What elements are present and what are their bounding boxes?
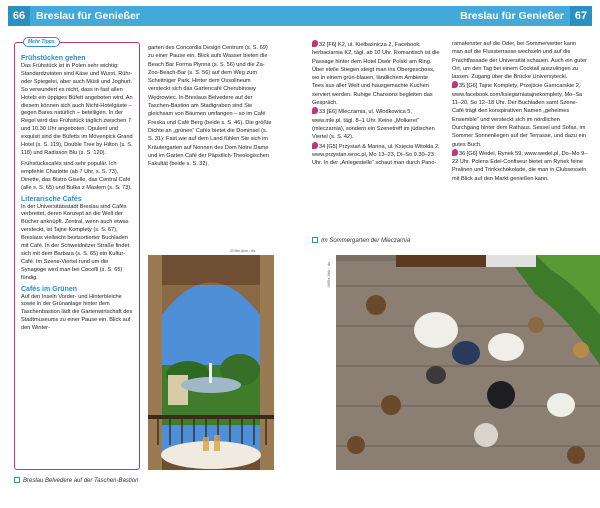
- photo-icon: [312, 237, 318, 243]
- section-heading: Frühstücken gehen: [21, 55, 86, 62]
- map-pin-icon: [312, 40, 318, 47]
- section-paragraph: Auf den Inseln Vorder- und Hinterbleiche sowie in der Grünanlage hinter dem Taschenbastion lädt die Gartenwirtschaft des Stadtmuseums zu einer Pause ein. Blick auf den Winter-: [21, 293, 133, 332]
- listing-entry: 33 [E6] Mleczarnia, ul. Włodkowica 5, www.mle.pl, tägl. 8–1 Uhr. Keine „Molkerei“ (mleczarnia), sondern ein Szenetreff im jüdischen Viertel (s. S. 42).: [312, 109, 435, 141]
- middle-column-text: garten des Concordia Design Centrum (s. S. 69) zu einer Pause ein. Blick aufs Wasser bieten die Beach Bar Forma Płynna (s. S. 56) und die Za-Zoo-Beach-Bar (s. S. 56) auf dem Weg zum Scheitniger Park. Hinter dem Ossolineum versteckt sich das Gartencafé Cherubinowy Wędrowiec. In Breslaus Belvedere auf der Taschen-Bastion am Stadtgraben sind Sie gleichsam von Bäumen umfangen – so im Café Freska und Café Berg (beide s. S. 46). Die größte Dichte an „grünen“ Cafés bietet die Dominsel (s. S. 31): Fast wie auf dem Land fühlen Sie sich im Kräutergarten auf Nonnen des Dom Notre Dame und im Garten Café der Päpstlich-Theologischen Fakultät (beide s. S. 32).: [148, 45, 272, 168]
- listing-entry: 35 [G6] Tajne Komplety, Przejście Garncarskie 2, www.facebook.com/ksiegarniatajnekomplety, Mo–Sa 11–20, So 12–18 Uhr. Der Buchladen samt Szene-Café trägt den konspirativen Namen „geheimes Ensemble“ und versteckt sich im nördlichen Durchgang hinter dem Rathaus. Sessel und Sofas, im Sommer Sonnenliegen auf der Terrasse, und dazu ein gutes Buch.: [452, 83, 586, 148]
- map-pin-icon: [312, 142, 318, 149]
- listing-entry: ramafenster auf die Oder, bei Sommerwetter kann man auf die Flussterrasse wechseln und auf die Prachtfassade der Universität schauen. Auch ein guter Ort, um den Tag bei einem Cocktail auszulingen zu lassen. Zugang über die Brücke Universytecki.: [452, 41, 587, 81]
- more-tips-badge: Mehr Tipps: [23, 37, 60, 47]
- tips-infobox: [14, 39, 140, 470]
- caption-text: Im Sommergarten der Mleczarnia: [321, 238, 411, 244]
- section-paragraph: Frühstückscafés sind sehr populär. Ich empfehle Charlotte (ab 7 Uhr, s. S. 73), Dinette, das Bistro Giselle, das Central Café (alle s. S. 65) und Bułka z Masłem (s. S. 73).: [21, 160, 132, 191]
- page-number: 66: [8, 6, 30, 26]
- caption-text: Breslau Belvedere auf der Taschen-Bastion: [23, 478, 139, 484]
- listing-entry: 32 [F6] K2, ul. Kiełbaśnicza 2, Facebook: herbaciarnia K2, tägl. ab 10 Uhr. Romantisch ist die Passage hinter dem Hotel Dwór Polski am Ring. Über steile Stiegen steigt man ins Obergeschoss, wo in einem grün-blauen, ländlichem Ambiente Tees aus aller Welt und hausgemachte Kuchen serviert werden. Ruhige Chansons begleiten das Gespräch.: [312, 42, 440, 107]
- left-page-header: [8, 6, 300, 26]
- right-column-1: [312, 40, 440, 167]
- right-column-2: [452, 40, 588, 183]
- map-pin-icon: [452, 81, 458, 88]
- photo-credit: 203bi Abb.: ds: [230, 248, 256, 253]
- right-photo-caption: [312, 237, 588, 244]
- header-title: Breslau für Genießer: [460, 10, 564, 22]
- photo-credit: 065bi Abb.: ds: [326, 262, 331, 288]
- section-paragraph: In der Universitätsstadt Breslau sind Cafés verbreitet, deren Konzept an die Welt der Bücher anknüpft. Zentral, wenn auch etwas versteckt, ist Tajne Komplety (s. S. 67), Breslaus vielleicht bestsortierter Buchladen mit Café. In der Schweidnitzer Straße findet sich mit dem Barbara (s. S. 65) ein Kultur-Café. Im Szene-Viertel rund um die Synagoge wird man bei Cocofli (s. S. 65) fündig.: [21, 203, 130, 281]
- section-heading: Cafés im Grünen: [21, 285, 78, 293]
- section-heading: Literarische Cafés: [21, 195, 82, 203]
- map-pin-icon: [312, 107, 318, 114]
- header-title: Breslau für Genießer: [36, 10, 140, 22]
- cafe-garden-photo: [336, 255, 600, 470]
- photo-icon: [14, 477, 20, 483]
- listing-entry: 34 [G5] Przystań & Marina, ul. Księcia Witolda 2, www.przystan.wroc.pl, Mo 13–23, Di–So 9.30–23 Uhr. In der „Anlegestelle“ schaut man durch Pano-: [312, 143, 440, 167]
- belvedere-photo: [148, 255, 274, 470]
- left-photo-caption: [14, 477, 274, 484]
- listing-entry: 36 [G6] Wedel, Rynek 59, www.wedel.pl, Do–Mo 9–22 Uhr. Polens Edel-Confiseur bietet am Rynek feine Pralinen und Trinkschokolade, die man in Clubsesseln mit Blick auf den Markt genießen kann.: [452, 150, 588, 182]
- right-page-header: [300, 6, 592, 26]
- map-pin-icon: [452, 149, 458, 156]
- section-paragraph: Das Frühstück ist in Polen sehr wichtig: Standardzutaten sind Käse und Wurst, Rühr- oder Spiegelei, aber auch Müsli und Joghurt. So verwundert es nicht, dass in fast allen Hotels ein üppiges Büfett angeboten wird. An diesem können sich auch Nicht-Hotelgäste – gegen Bares natürlich – beteiligen. In der Regel wird das Frühstück täglich zwischen 7 und 10.30 Uhr angeboten. Opulent und exquisit sind die Büfetts im Mövenpick Grand Hotel (s. S. 119), Double Tree by Hilton (s. S. 118) und Radisson Blu (s. S. 120).: [21, 63, 133, 156]
- page-number: 67: [570, 6, 592, 26]
- right-page: [300, 0, 600, 508]
